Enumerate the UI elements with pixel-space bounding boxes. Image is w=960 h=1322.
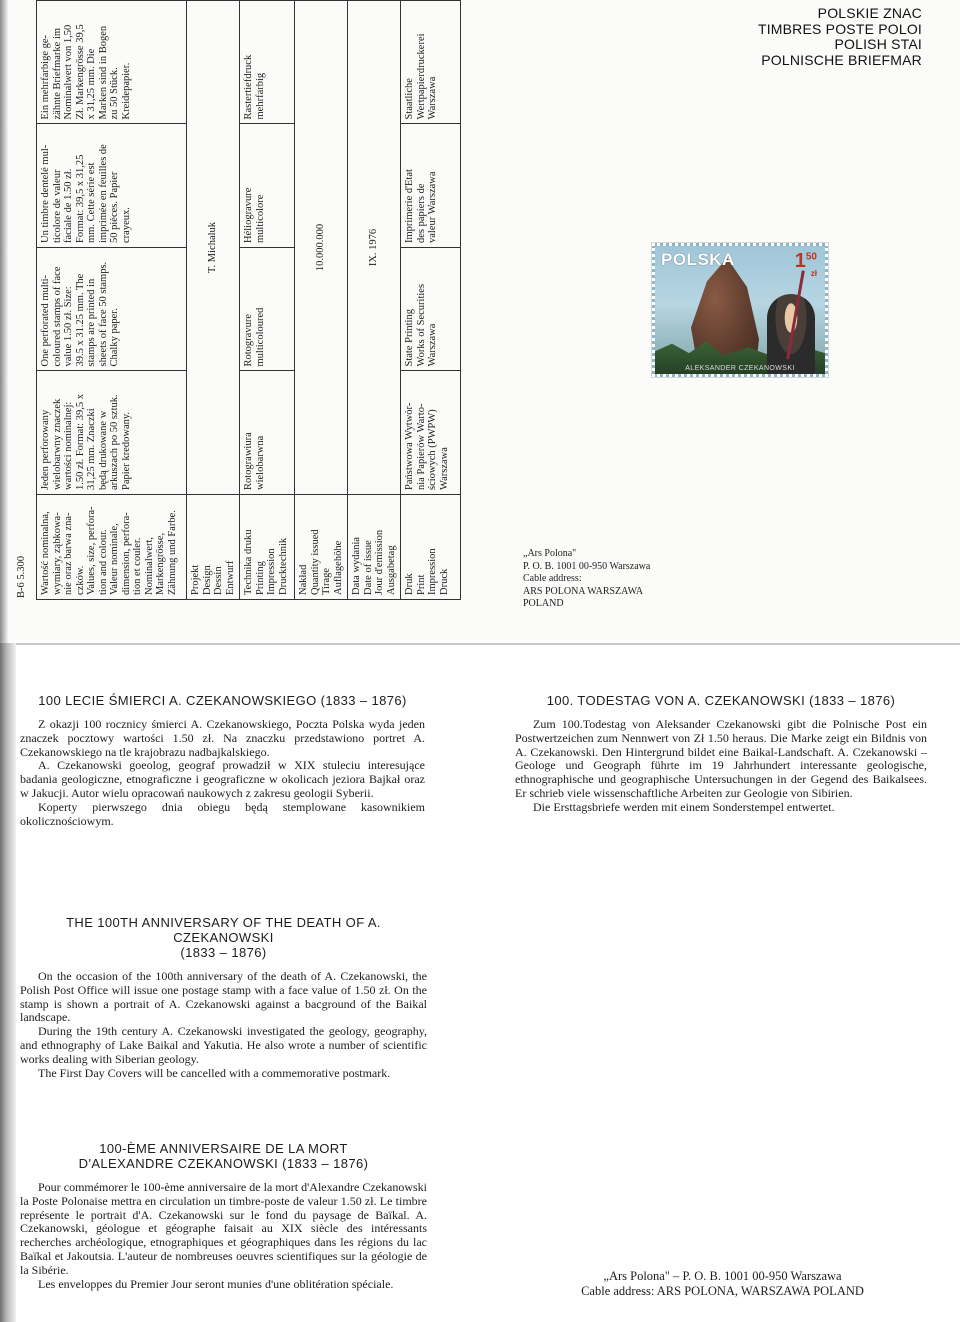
spec-label-line: nie oraz barwa zna- <box>63 512 74 595</box>
spec-cell-line: wielobarwna <box>254 435 266 490</box>
spec-cell-line: Format: 39,5 x 31,25 <box>74 154 86 243</box>
spec-merged-value: 10.000.000 <box>295 1 348 495</box>
spec-label-line: Projekt <box>190 564 201 595</box>
german-paragraph: Zum 100.Todestag von Aleksander Czekanowski gibt die Polnische Post ein Postwertzeichen zum Nennwert von Zł 1.50 heraus. Die Marke zeigt ein Bildnis von A. Czekanowski. Den Hintergrund bildet eine Baikal-Landschaft. A. Czekanowski – Geologe und Geograph führte im 19 Jahrhundert interessante geologische, ethnographische und geographische Untersuchungen in der Gegend des Baikalsees. Er schrieb viele wissenschaftliche Arbeiten zur Geologie von Sibirien. <box>515 717 927 800</box>
spec-cell-line: zähnte Briefmarke im <box>51 27 63 120</box>
english-section <box>20 915 427 1080</box>
spec-label-line: Markengrösse, <box>155 532 166 595</box>
polish-title: 100 LECIE ŚMIERCI A. CZEKANOWSKIEGO (1833 – 1876) <box>38 693 407 708</box>
address-line: „Ars Polona" <box>523 548 577 559</box>
page-edge-shadow <box>0 0 8 643</box>
stamp-country: POLSKA <box>661 250 735 269</box>
spec-cell-line: multicoloured <box>254 307 266 367</box>
spec-cell-line: Kreidepapier. <box>120 62 132 120</box>
header-line: POLNISCHE BRIEFMAR <box>761 51 922 68</box>
spec-cell-line: x 31,25 mm. Die <box>86 48 97 120</box>
english-title <box>20 915 427 960</box>
stamp-value-sup: 50 <box>805 251 817 263</box>
spec-table <box>36 0 461 600</box>
spec-cell-line: Chalky paper. <box>109 308 120 367</box>
spec-label-line: czków. <box>74 565 86 595</box>
spec-cell-line: valeur Warszawa <box>427 171 438 243</box>
spec-label-line: Nominalwert, <box>143 536 155 595</box>
spec-cell-line: Marken sind in Bogen <box>97 25 109 120</box>
polish-paragraph: Koperty pierwszego dnia obiegu będą stemplowane kasownikiem okolicznościowym. <box>20 799 425 828</box>
code-label <box>14 556 34 620</box>
spec-cell-line: coloured stamps of face <box>51 266 63 367</box>
spec-cell-pl <box>240 371 295 495</box>
spec-cell-line: crayeux. <box>120 207 132 243</box>
spec-cell-line: Warszawa <box>427 76 438 120</box>
spec-row-label <box>348 495 401 600</box>
spec-cell-de <box>240 1 295 125</box>
german-paragraph: Die Ersttagsbriefe werden mit einem Sonderstempel entwertet. <box>533 799 835 814</box>
spec-cell-line: 1.50 zł. Format: 39,5 x <box>74 394 86 490</box>
german-section <box>515 693 927 815</box>
spec-row <box>37 1 187 600</box>
spec-cell-line: Rastertiefdruck <box>243 54 254 120</box>
spec-label-line: Printing <box>254 561 266 595</box>
spec-row <box>348 1 401 600</box>
spec-cell-line: Works of Securities <box>415 283 427 367</box>
spec-label-line: Date of issue <box>362 540 374 595</box>
address-line: P. O. B. 1001 00-950 Warszawa <box>523 560 651 572</box>
spec-cell-en <box>401 248 461 372</box>
spec-cell-pl <box>401 371 461 495</box>
spec-row-label <box>295 495 348 600</box>
binding-shadow <box>0 643 16 1322</box>
french-title-line: 100-ÈME ANNIVERSAIRE DE LA MORT <box>99 1141 348 1156</box>
spec-label-line: Wartość nominalna, <box>40 511 51 595</box>
spec-label-line: Druk <box>404 573 415 595</box>
spec-label-line: Jour d'emission <box>374 529 385 595</box>
spec-label-line: Dessin <box>213 566 224 595</box>
spec-cell-line: des papiers de <box>415 183 427 243</box>
stamp-currency: zł <box>810 269 817 278</box>
spec-cell-line: mm. Cette série est <box>86 162 97 243</box>
footer-address <box>540 1269 905 1299</box>
spec-cell-line: zu 50 Stück. <box>109 67 120 120</box>
spec-row <box>401 1 461 600</box>
french-title <box>20 1141 427 1171</box>
spec-cell-line: Rotograwiura <box>243 432 254 490</box>
spec-label-line: Druck <box>438 568 450 595</box>
spec-cell-line: będą drukowane w <box>97 410 109 490</box>
footer-address-line: Cable address: ARS POLONA, WARSZAWA POLAND <box>581 1284 864 1298</box>
spec-cell-en <box>240 248 295 372</box>
spec-row-label <box>37 495 187 600</box>
spec-cell-line: Warszawa <box>427 323 438 367</box>
spec-cell-line: Héliogravure <box>243 187 254 243</box>
spec-label-line: Design <box>201 565 213 595</box>
postage-stamp <box>652 243 828 377</box>
spec-label-line: wymiary, ząbkowa- <box>51 512 63 595</box>
header-line: TIMBRES POSTE POLOI <box>757 20 922 37</box>
spec-label-line: Print <box>415 574 427 595</box>
spec-cell-de <box>401 1 461 125</box>
footer-address-line: „Ars Polona" – P. O. B. 1001 00-950 Warszawa <box>603 1269 842 1283</box>
spec-cell-line: multicolore <box>254 194 266 243</box>
spec-cell-line: wartości nominalnej: <box>63 401 74 490</box>
english-paragraph: On the occasion of the 100th anniversary of the death of A. Czekanowski, the Polish Post Office will issue one postage stamp with a face value of 1.50 zł. On the stamp is shown a portrait of A. Czekanowski against a bacground of the Baikal landscape. <box>20 969 427 1025</box>
english-title-line: (1833 – 1876) <box>180 945 267 960</box>
stamp-legend: ALEKSANDER CZEKANOWSKI <box>685 365 795 372</box>
address-line: Cable address: <box>523 573 582 584</box>
spec-cell-de <box>37 1 187 125</box>
spec-cell-en <box>37 248 187 372</box>
address-line: POLAND <box>523 598 564 609</box>
polish-section <box>20 693 425 828</box>
spec-cell-fr <box>37 124 187 248</box>
german-title: 100. TODESTAG VON A. CZEKANOWSKI (1833 – 1876) <box>546 693 896 708</box>
spec-row <box>295 1 348 600</box>
spec-merged-value: IX. 1976 <box>348 1 401 495</box>
spec-cell-line: Warszawa <box>438 447 450 490</box>
ars-polona-address <box>523 548 650 611</box>
spec-label-line: Ausgabetag <box>385 545 397 595</box>
english-title-line: THE 100TH ANNIVERSARY OF THE DEATH OF A. CZEKANOWSKI <box>66 915 381 945</box>
spec-label-line: Nakład <box>298 564 309 595</box>
spec-cell-pl <box>37 371 187 495</box>
spec-cell-line: imprimée en feuilles de <box>97 144 109 243</box>
spec-label-line: Impression <box>266 548 277 595</box>
stamp-value-main: 1 <box>794 250 806 272</box>
spec-cell-line: 50 pièces. Papier <box>109 171 120 243</box>
spec-cell-line: stamps are printed in <box>86 278 97 367</box>
spec-cell-line: Jeden perforowany <box>40 409 51 490</box>
spec-merged-value: T. Michaluk <box>187 1 240 495</box>
spec-label-line: Auflagehöhe <box>332 540 344 595</box>
spec-cell-line: faciale de 1.50 zł. <box>63 168 74 243</box>
spec-table-region <box>36 0 450 600</box>
spec-cell-line: ticolore de valeur <box>51 169 63 243</box>
spec-label-line: Data wydania <box>351 536 362 595</box>
french-section <box>20 1141 427 1291</box>
spec-cell-line: Rotogravure <box>243 314 254 367</box>
spec-row-label <box>187 495 240 600</box>
spec-cell-line: wielobarwny znaczek <box>51 398 63 490</box>
spec-cell-fr <box>401 124 461 248</box>
spec-cell-line: 39.5 x 31.25 mm. The <box>74 273 86 367</box>
spec-cell-line: Staatliche <box>404 78 415 120</box>
spec-cell-line: 31,25 mm. Znaczki <box>86 408 97 490</box>
spec-cell-fr <box>240 124 295 248</box>
english-paragraph: During the 19th century A. Czekanowski investigated the geology, geography, and ethnography of Lake Baikal and Yakutia. He also wrote a number of scientific works dealing with Siberian geology. <box>20 1024 427 1066</box>
spec-cell-line: sheets of face 50 stamps. <box>97 261 109 367</box>
spec-row-label <box>401 495 461 600</box>
spec-label-line: Tirage <box>321 567 332 595</box>
spec-cell-line: Papier kredowany. <box>120 411 132 490</box>
spec-label-line: Values, size, perfora- <box>86 506 97 595</box>
spec-cell-line: ściowych (PWPW) <box>427 409 438 490</box>
french-paragraph: Les enveloppes du Premier Jour seront munies d'une oblitération spéciale. <box>38 1276 394 1291</box>
top-folder-page <box>0 0 960 645</box>
french-title-line: D'ALEXANDRE CZEKANOWSKI (1833 – 1876) <box>78 1156 369 1171</box>
spec-cell-line: State Printing <box>404 309 415 367</box>
header-line: POLISH STAI <box>834 36 922 52</box>
spec-label-line: Technika druku <box>243 529 254 595</box>
address-line: ARS POLONA WARSZAWA <box>523 585 644 597</box>
spec-cell-line: value 1.50 zł. Size: <box>63 286 74 367</box>
spec-label-line: Quantity issued <box>309 529 321 595</box>
spec-row <box>187 1 240 600</box>
spec-cell-line: Nominalwert von 1,50 <box>63 24 74 120</box>
spec-label-line: Entwurf <box>224 560 236 595</box>
stamp-value <box>795 250 817 278</box>
page-header <box>758 6 922 68</box>
spec-cell-line: Państwowa Wytwór- <box>404 402 415 490</box>
spec-cell-line: One perforated multi- <box>40 274 51 367</box>
header-line: POLSKIE ZNAC <box>817 5 922 21</box>
spec-cell-line: nia Papierów Warto- <box>415 403 427 490</box>
spec-table-rotated <box>36 0 450 600</box>
spec-label-line: dimension, perfora- <box>120 512 132 595</box>
spec-row-label <box>240 495 295 600</box>
spec-cell-line: Wertpapierdruckerei <box>415 33 427 120</box>
spec-label-line: Drucktechnik <box>277 537 289 595</box>
spec-cell-line: Zł. Markengrösse 39,5 <box>74 24 86 120</box>
spec-cell-line: Un timbre dentelé mul- <box>40 144 51 243</box>
code-text: B-6 5.300 <box>16 556 27 598</box>
spec-cell-line: mehrfarbig <box>254 72 266 120</box>
spec-label-line: tion et couler. <box>132 537 143 595</box>
english-paragraph: The First Day Covers will be cancelled with a commemorative postmark. <box>38 1065 391 1080</box>
spec-cell-line: Imprimerie d'Etat <box>404 169 415 243</box>
spec-cell-line: arkuszach po 50 sztuk. <box>109 394 120 490</box>
polish-paragraph: A. Czekanowski goeolog, geograf prowadził w XIX stuleciu interesujące badania geologiczne, etnograficzne i geograficzne w okolicach jeziora Bajkał oraz w Jakucji. Autor wielu opracowań naukowych z zakresu geologii Syberii. <box>20 758 425 800</box>
spec-label-line: tion and colour. <box>97 529 109 595</box>
spec-cell-line: Ein mehrfarbige ge- <box>40 34 51 120</box>
spec-label-line: Zähnung und Farbe. <box>166 510 178 595</box>
spec-row <box>240 1 295 600</box>
spec-label-line: Impression <box>427 548 438 595</box>
spec-label-line: Valeur nominale, <box>109 523 120 595</box>
french-paragraph: Pour commémorer le 100-ème anniversaire de la mort d'Alexandre Czekanowski la Poste Polonaise mettra en circulation un timbre-poste de valeur 1.50 zł. Le timbre représente le portrait d'A. Czekanowski sur le fond du paysage de Baïkal. A. Czekanowski, géologue et géographe faisait au XIX siècle des intéressants recherches archéologique, etnographiques et géographiques dans les régions du lac Baïkal et Jakoutsia. L'auteur de nombreuses oeuvres scientifiques sur la géologie de la Sibérie. <box>20 1180 427 1277</box>
polish-paragraph: Z okazji 100 rocznicy śmierci A. Czekanowskiego, Poczta Polska wyda jeden znaczek pocztowy wartości 1.50 zł. Na znaczku przedstawiono portret A. Czekanowskiego na tle krajobrazu nadbajkalskiego. <box>20 717 425 759</box>
